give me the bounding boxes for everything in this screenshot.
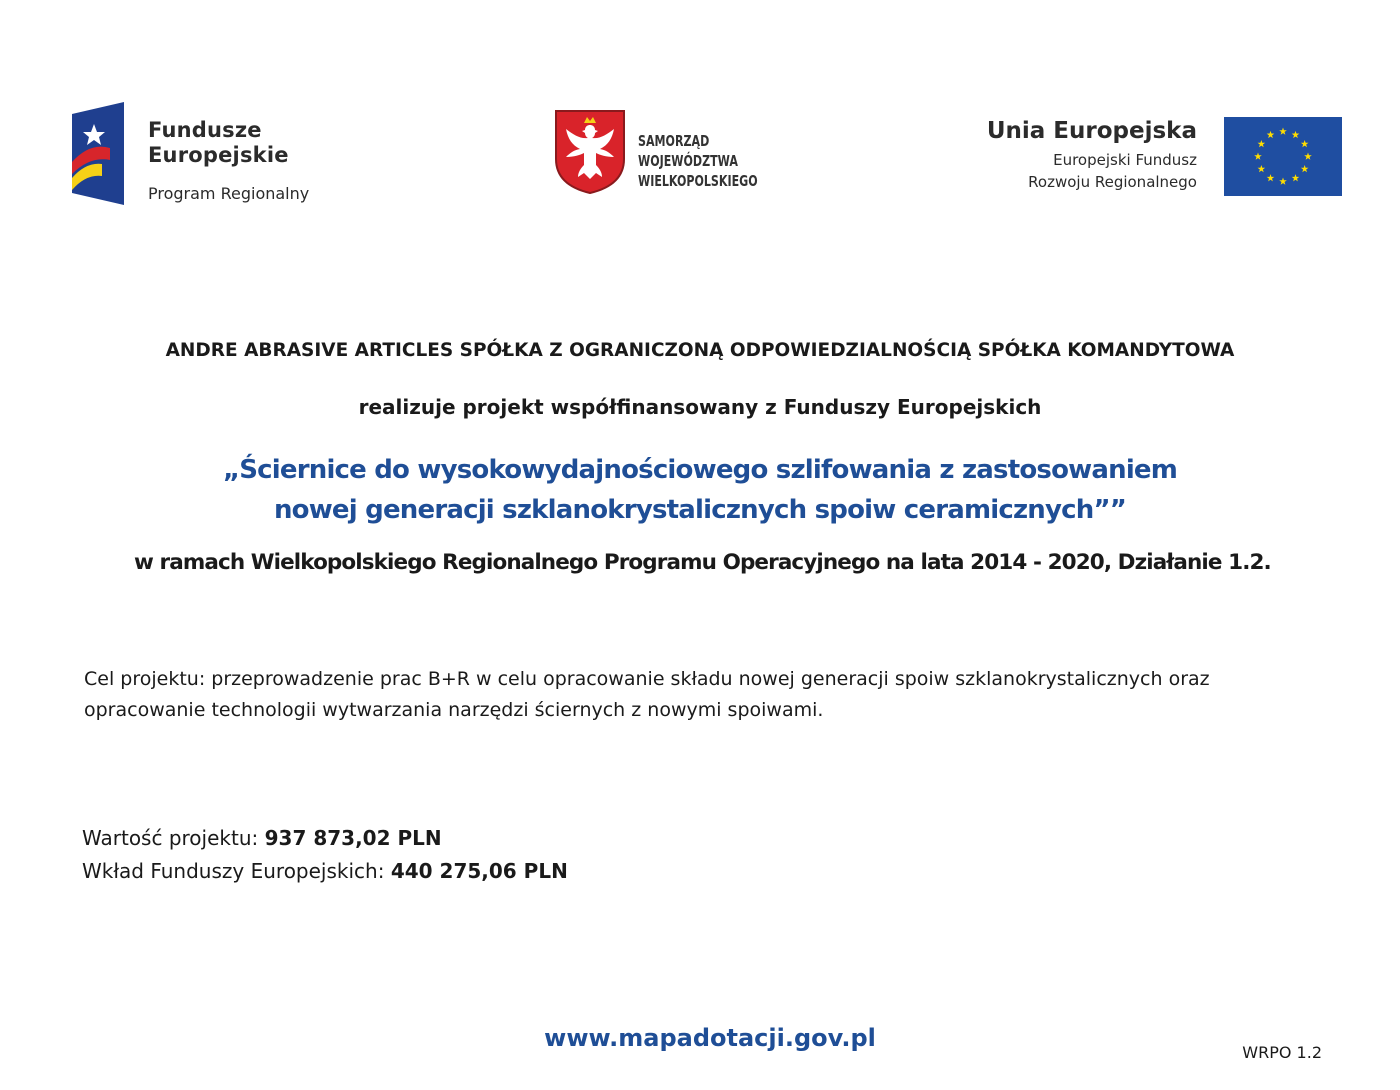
samorzad-logo <box>554 109 824 199</box>
website-link[interactable]: www.mapadotacji.gov.pl <box>544 1024 876 1052</box>
eu-flag-icon <box>1224 117 1342 196</box>
program-code: WRPO 1.2 <box>1242 1043 1322 1062</box>
logo-bar <box>0 0 1400 240</box>
project-value-amount: 937 873,02 PLN <box>264 826 442 850</box>
fundusze-europejskie-mark-icon <box>72 102 124 205</box>
fundusze-europejskie-logo <box>72 102 332 206</box>
eu-contribution-amount: 440 275,06 PLN <box>390 859 568 883</box>
eu-logo <box>970 115 1342 197</box>
eagle-shield-icon <box>554 109 626 195</box>
company-name: ANDRE ABRASIVE ARTICLES SPÓŁKA Z OGRANICZONĄ ODPOWIEDZIALNOŚCIĄ SPÓŁKA KOMANDYTOWA <box>165 340 1235 361</box>
eu-contribution-label: Wkład Funduszy Europejskich: <box>82 859 391 883</box>
project-title-line-1: „Ściernice do wysokowydajnościowego szlifowania z zastosowaniem <box>222 455 1178 485</box>
fundusze-subtitle: Program Regionalny <box>148 184 310 203</box>
project-goal: Cel projektu: przeprowadzenie prac B+R w celu opracowanie składu nowej generacji spoiw szklanokrystalicznych oraz opracowanie technologii wytwarzania narzędzi ściernych z nowymi spoiwami. <box>84 668 1210 721</box>
project-title <box>0 450 1400 530</box>
fundusze-title: Fundusze Europejskie <box>148 118 289 167</box>
project-value-label: Wartość projektu: <box>82 826 265 850</box>
project-value-row <box>82 822 568 855</box>
project-title-line-2: nowej generacji szklanokrystalicznych spoiw ceramicznych”” <box>273 495 1127 525</box>
program-statement: w ramach Wielkopolskiego Regionalnego Programu Operacyjnego na lata 2014 - 2020, Działanie 1.2. <box>134 550 1271 575</box>
eu-contribution-row <box>82 855 568 888</box>
eu-title: Unia Europejska <box>986 118 1197 144</box>
eu-text-block <box>987 115 1197 193</box>
samorzad-text: SAMORZĄD WOJEWÓDZTWA WIELKOPOLSKIEGO <box>638 132 758 190</box>
project-values <box>82 822 568 888</box>
eu-subtitle: Europejski Fundusz Rozwoju Regionalnego <box>1028 151 1197 191</box>
cofinanced-statement: realizuje projekt współfinansowany z Funduszy Europejskich <box>358 395 1042 419</box>
